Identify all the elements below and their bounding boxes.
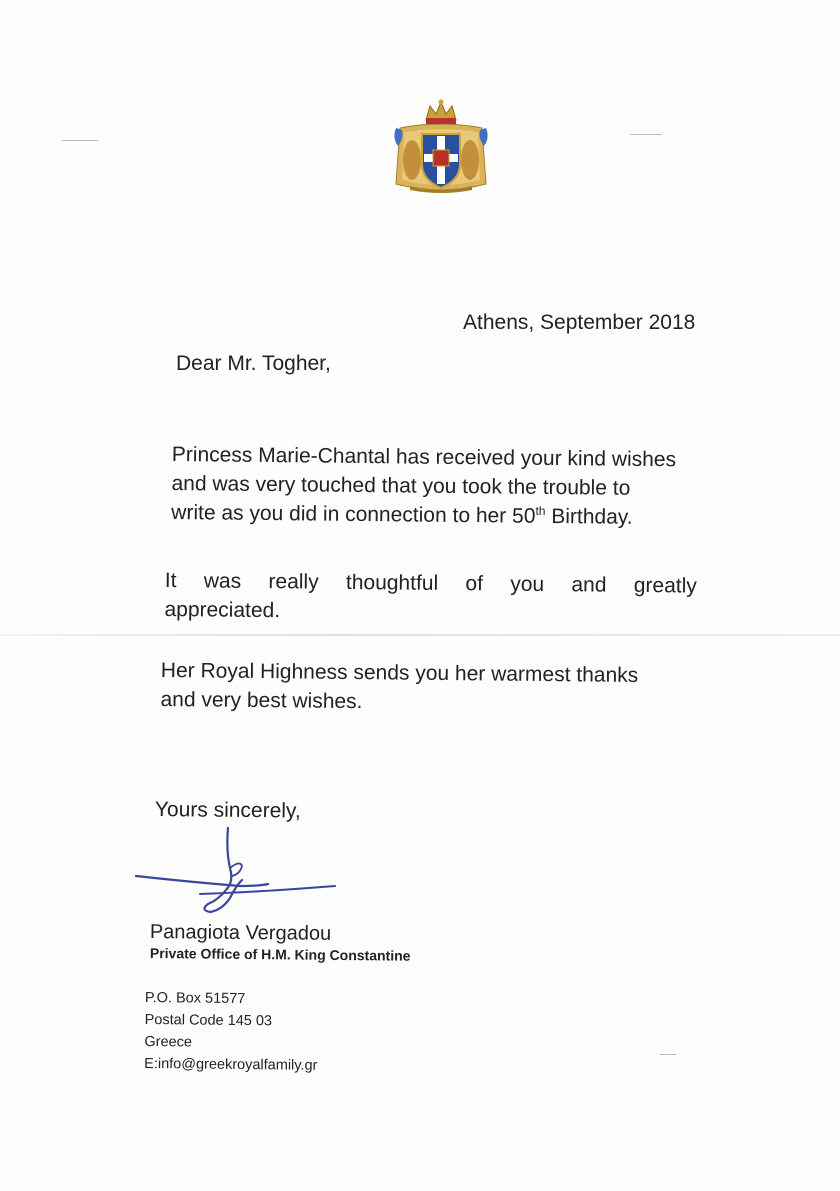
paragraph-line: and was very touched that you took the trouble to [171,471,631,500]
paragraph-line: Princess Marie-Chantal has received your kind wishes [171,442,677,472]
signer-name: Panagiota Vergadou [149,921,332,945]
paragraph-line: It was really thoughtful of you and greatly [164,568,697,598]
letter-date: Athens, September 2018 [463,311,696,334]
paragraph-received-wishes [171,440,676,532]
scan-fold-line [0,634,840,636]
office-address [144,987,318,1077]
paragraph-line: and very best wishes. [160,687,363,714]
letter-greeting: Dear Mr. Togher, [176,352,331,375]
paragraph-line: Her Royal Highness sends you her warmest thanks [160,658,639,687]
handwritten-signature-icon [130,820,350,920]
address-postal-code: Postal Code 145 03 [144,1011,273,1030]
paragraph-thanks [160,656,638,719]
address-country: Greece [144,1033,193,1051]
address-po-box: P.O. Box 51577 [144,989,246,1008]
scan-speck [630,134,662,135]
scan-speck [62,140,98,141]
signer-office: Private Office of H.M. King Constantine [149,945,411,964]
letter-closing: Yours sincerely, [154,798,301,823]
paragraph-line: write as you did in connection to her 50th Birthday. [171,500,633,529]
paragraph-line: appreciated. [164,597,281,623]
royal-coat-of-arms-icon [390,98,492,196]
address-email: E:info@greekroyalfamily.gr [144,1055,318,1074]
paragraph-thoughtful [164,566,697,630]
scan-speck [660,1054,676,1055]
